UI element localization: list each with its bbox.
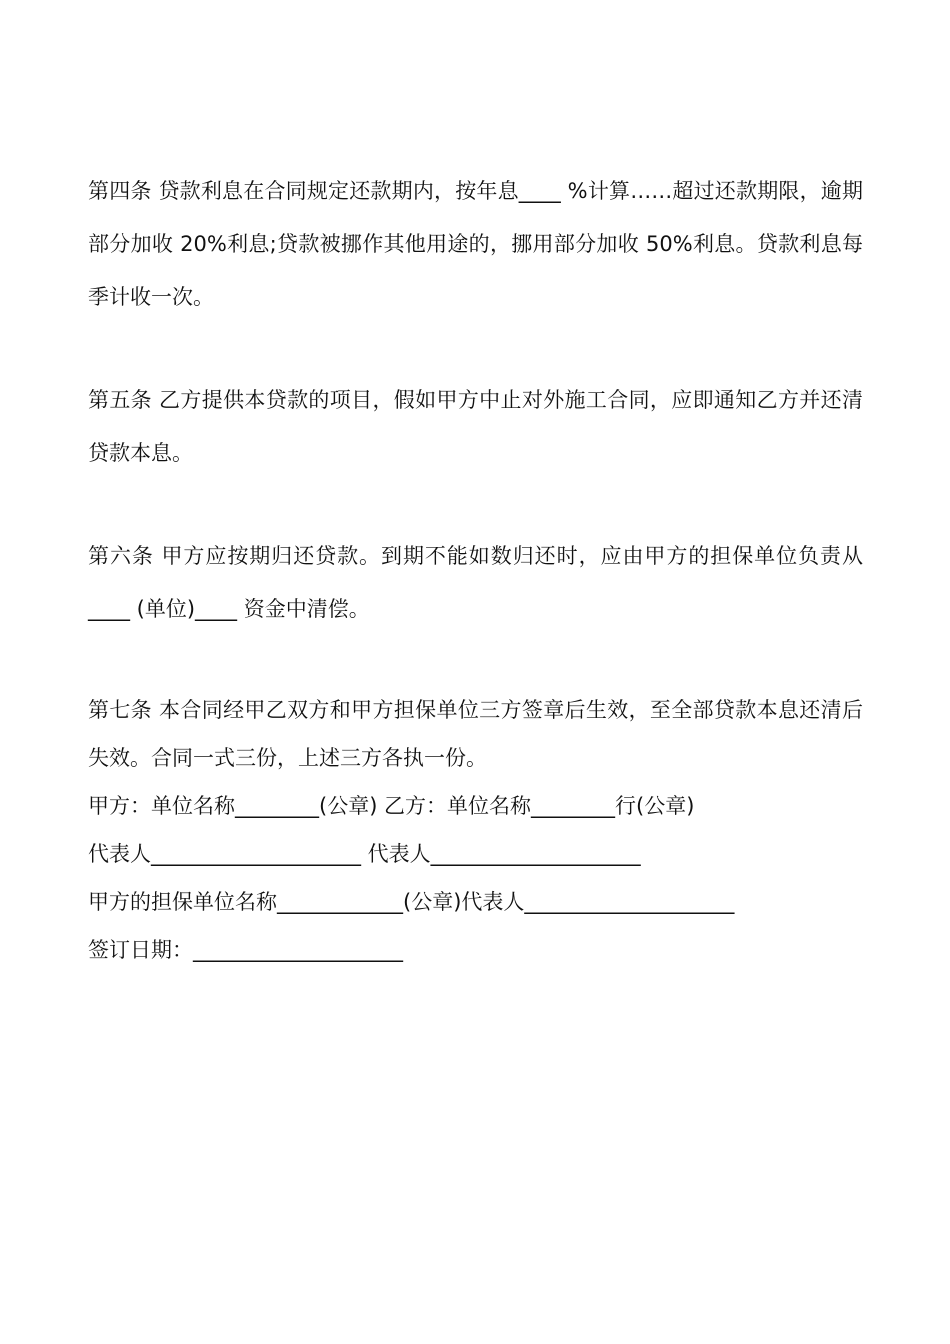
clause-6: 第六条 甲方应按期归还贷款。到期不能如数归还时，应由甲方的担保单位负责从____ (单位)____ 资金中清偿。 [88, 544, 863, 621]
signing-date-line: 签订日期：____________________ [88, 938, 403, 962]
party-names-line: 甲方：单位名称________(公章) 乙方：单位名称________行(公章) [88, 794, 695, 818]
clause-4: 第四条 贷款利息在合同规定还款期内，按年息____ %计算……超过还款期限，逾期部分加收 20%利息;贷款被挪作其他用途的，挪用部分加收 50%利息。贷款利息每季计收一次。 [88, 179, 863, 309]
contract-body [88, 165, 863, 974]
guarantor-line: 甲方的担保单位名称____________(公章)代表人____________________ [88, 890, 735, 914]
clause-7: 第七条 本合同经甲乙双方和甲方担保单位三方签章后生效，至全部贷款本息还清后失效。合同一式三份，上述三方各执一份。 [88, 698, 863, 770]
representatives-line: 代表人____________________ 代表人____________________ [88, 842, 641, 866]
signature-block [88, 782, 863, 974]
clause-5: 第五条 乙方提供本贷款的项目，假如甲方中止对外施工合同，应即通知乙方并还清贷款本息。 [88, 388, 863, 465]
